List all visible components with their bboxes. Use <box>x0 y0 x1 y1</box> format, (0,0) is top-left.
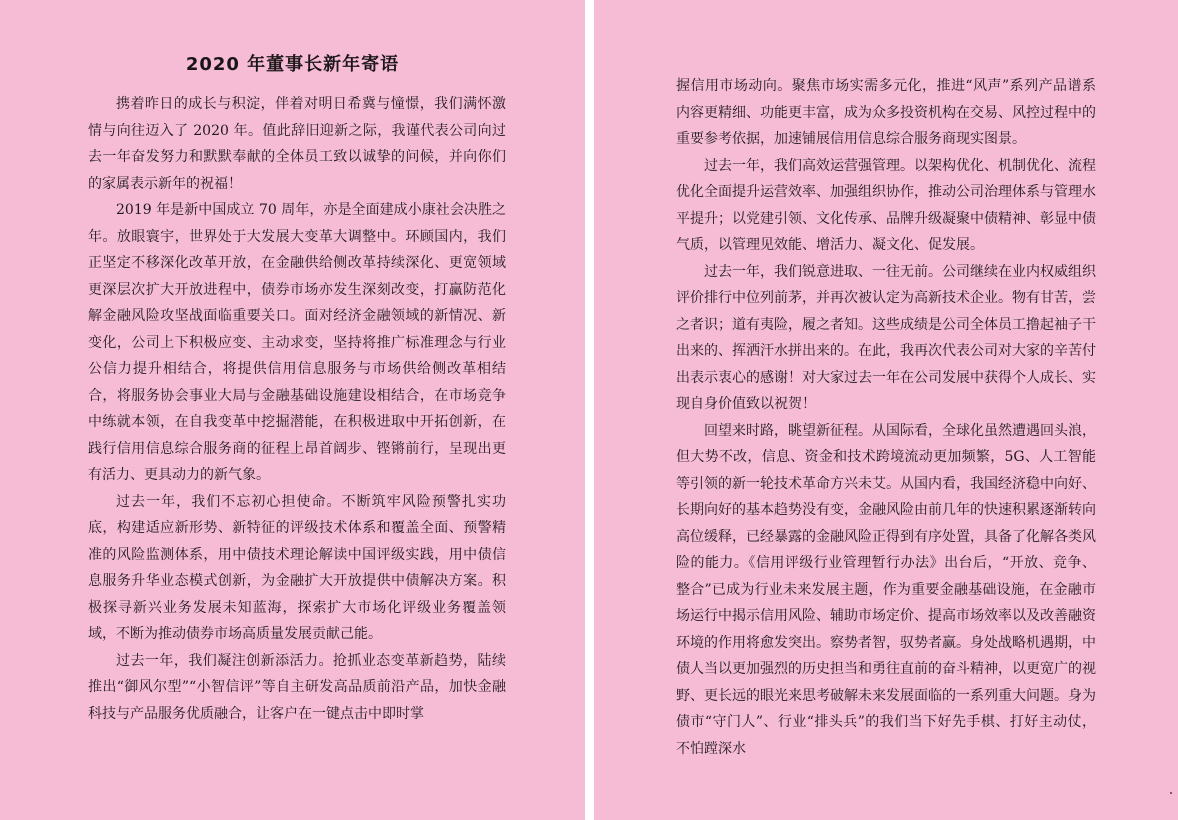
paragraph: 过去一年，我们不忘初心担使命。不断筑牢风险预警扎实功底，构建适应新形势、新特征的评级技术体系和覆盖全面、预警精准的风险监测体系，用中债技术理论解读中国评级实践，用中债信息服务升华业态模式创新，为金融扩大开放提供中债解决方案。积极探寻新兴业务发展未知蓝海，探索扩大市场化评级业务覆盖领域，不断为推动债券市场高质量发展贡献己能。 <box>88 493 506 642</box>
left-page <box>0 0 585 820</box>
scan-speck <box>1170 792 1172 794</box>
right-page-body <box>676 73 1096 762</box>
paragraph: 过去一年，我们高效运营强管理。以架构优化、机制优化、流程优化全面提升运营效率、加强组织协作，推动公司治理体系与管理水平提升；以党建引领、文化传承、品牌升级凝聚中债精神、彰显中债气质，以管理见效能、增活力、凝文化、促发展。 <box>676 157 1096 253</box>
paragraph: 2019 年是新中国成立 70 周年，亦是全面建成小康社会决胜之年。放眼寰宇，世界处于大发展大变革大调整中。环顾国内，我们正坚定不移深化改革开放，在金融供给侧改革持续深化、更宽领域更深层次扩大开放进程中，债券市场亦发生深刻改变，打赢防范化解金融风险攻坚战面临重要关口。面对经济金融领域的新情况、新变化，公司上下积极应变、主动求变，坚持将推广标准理念与行业公信力提升相结合，将提供信用信息服务与市场供给侧改革相结合，将服务协会事业大局与金融基础设施建设相结合，在市场竞争中练就本领，在自我变革中挖掘潜能，在积极进取中开拓创新，在践行信用信息综合服务商的征程上昂首阔步、铿锵前行，呈现出更有活力、更具动力的新气象。 <box>88 202 506 483</box>
paragraph-continued: 握信用市场动向。聚焦市场实需多元化，推进“风声”系列产品谱系内容更精细、功能更丰富，成为众多投资机构在交易、风控过程中的重要参考依据，加速铺展信用信息综合服务商现实图景。 <box>676 78 1096 147</box>
page-title: 2020 年董事长新年寄语 <box>185 54 400 75</box>
paragraph: 过去一年，我们凝注创新添活力。抢抓业态变革新趋势，陆续推出“御风尔型”“小智信评”等自主研发高品质前沿产品，加快金融科技与产品服务优质融合，让客户在一键点击中即时掌 <box>88 652 506 722</box>
paragraph: 回望来时路，眺望新征程。从国际看，全球化虽然遭遇回头浪，但大势不改，信息、资金和技术跨境流动更加频繁，5G、人工智能等引领的新一轮技术革命方兴未艾。从国内看，我国经济稳中向好、长期向好的基本趋势没有变，金融风险由前几年的快速积累逐渐转向高位缓释，已经暴露的金融风险正得到有序处置，具备了化解各类风险的能力。《信用评级行业管理暂行办法》出台后，“开放、竞争、整合”已成为行业未来发展主题，作为重要金融基础设施，在金融市场运行中揭示信用风险、辅助市场定价、提高市场效率以及改善融资环境的作用将愈发突出。察势者智，驭势者赢。身处战略机遇期，中债人当以更加强烈的历史担当和勇往直前的奋斗精神，以更宽广的视野、更长远的眼光来思考破解未来发展面临的一系列重大问题。身为债市“守门人”、行业“排头兵”的我们当下好先手棋、打好主动仗，不怕蹚深水 <box>676 422 1096 757</box>
paragraph: 携着昨日的成长与积淀，伴着对明日希冀与憧憬，我们满怀激情与向往迈入了 2020 年。值此辞旧迎新之际，我谨代表公司向过去一年奋发努力和默默奉献的全体员工致以诚挚的问候，并向你们的家属表示新年的祝福！ <box>88 96 506 192</box>
paragraph: 过去一年，我们锐意进取、一往无前。公司继续在业内权威组织评价排行中位列前茅，并再次被认定为高新技术企业。物有甘苦，尝之者识；道有夷险，履之者知。这些成绩是公司全体员工撸起袖子干出来的、挥洒汗水拼出来的。在此，我再次代表公司对大家的辛苦付出表示衷心的感谢！对大家过去一年在公司发展中获得个人成长、实现自身价值致以祝贺！ <box>676 263 1096 412</box>
left-page-body <box>88 91 506 727</box>
right-page <box>594 0 1178 820</box>
